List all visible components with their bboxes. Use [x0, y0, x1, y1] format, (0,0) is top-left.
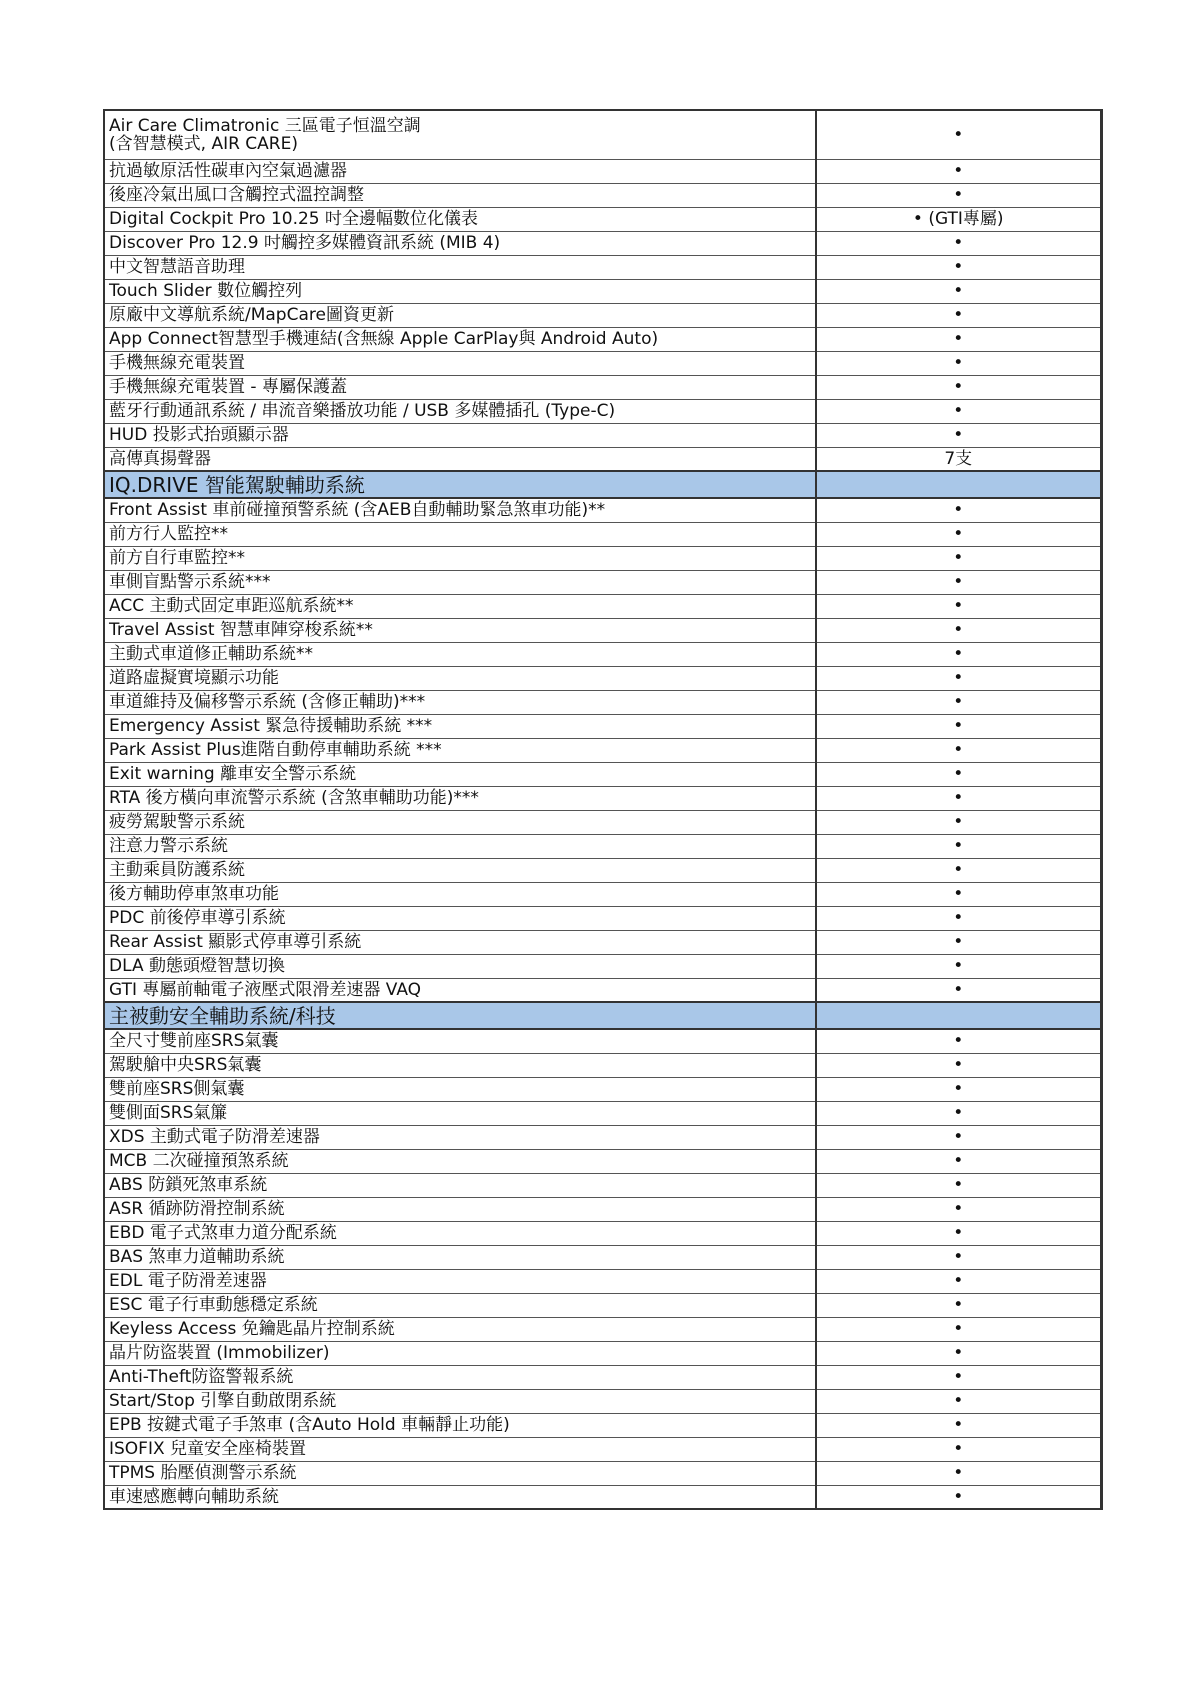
table-row — [104, 231, 1101, 255]
feature-name: 後方輔助停車煞車功能 — [104, 882, 816, 906]
table-row — [104, 1221, 1101, 1245]
feature-name: 原廠中文導航系統/MapCare圖資更新 — [104, 303, 816, 327]
feature-availability: • — [816, 714, 1101, 738]
feature-name: Discover Pro 12.9 吋觸控多媒體資訊系統 (MIB 4) — [104, 231, 816, 255]
feature-name: 抗過敏原活性碳車內空氣過濾器 — [104, 159, 816, 183]
feature-availability: • — [816, 1293, 1101, 1317]
table-row — [104, 834, 1101, 858]
table-row — [104, 423, 1101, 447]
table-row — [104, 1245, 1101, 1269]
feature-name: ESC 電子行車動態穩定系統 — [104, 1293, 816, 1317]
feature-name: 駕駛艙中央SRS氣囊 — [104, 1053, 816, 1077]
table-row — [104, 762, 1101, 786]
feature-availability: • — [816, 1077, 1101, 1101]
feature-availability: • — [816, 1125, 1101, 1149]
feature-name: ACC 主動式固定車距巡航系統** — [104, 594, 816, 618]
feature-name: BAS 煞車力道輔助系統 — [104, 1245, 816, 1269]
feature-availability: • — [816, 159, 1101, 183]
feature-name: MCB 二次碰撞預煞系統 — [104, 1149, 816, 1173]
table-row — [104, 522, 1101, 546]
feature-availability: • — [816, 399, 1101, 423]
feature-name: Front Assist 車前碰撞預警系統 (含AEB自動輔助緊急煞車功能)** — [104, 498, 816, 522]
feature-name: RTA 後方橫向車流警示系統 (含煞車輔助功能)*** — [104, 786, 816, 810]
feature-name: App Connect智慧型手機連結(含無線 Apple CarPlay與 Android Auto) — [104, 327, 816, 351]
feature-name: DLA 動態頭燈智慧切換 — [104, 954, 816, 978]
feature-name: 前方自行車監控** — [104, 546, 816, 570]
table-row — [104, 786, 1101, 810]
feature-availability: • — [816, 279, 1101, 303]
feature-availability: • — [816, 1197, 1101, 1221]
feature-availability: • — [816, 183, 1101, 207]
table-row — [104, 1029, 1101, 1053]
table-row — [104, 1389, 1101, 1413]
table-row — [104, 498, 1101, 522]
feature-name: ABS 防鎖死煞車系統 — [104, 1173, 816, 1197]
feature-availability: • — [816, 570, 1101, 594]
table-row — [104, 570, 1101, 594]
feature-name: 車道維持及偏移警示系統 (含修正輔助)*** — [104, 690, 816, 714]
table-row — [104, 279, 1101, 303]
table-row — [104, 1197, 1101, 1221]
feature-availability: • — [816, 1317, 1101, 1341]
feature-availability: • — [816, 978, 1101, 1002]
table-row — [104, 159, 1101, 183]
feature-name: Digital Cockpit Pro 10.25 吋全邊幅數位化儀表 — [104, 207, 816, 231]
section-value-cell — [816, 471, 1101, 498]
feature-availability: • — [816, 1485, 1101, 1509]
table-row — [104, 1317, 1101, 1341]
table-row — [104, 642, 1101, 666]
feature-availability: • — [816, 1389, 1101, 1413]
table-row — [104, 207, 1101, 231]
feature-name: 全尺寸雙前座SRS氣囊 — [104, 1029, 816, 1053]
table-row — [104, 546, 1101, 570]
feature-name: 疲勞駕駛警示系統 — [104, 810, 816, 834]
feature-availability: • — [816, 1245, 1101, 1269]
feature-availability: • — [816, 1365, 1101, 1389]
spec-table-body — [104, 110, 1101, 1509]
feature-availability: • — [816, 618, 1101, 642]
table-row — [104, 930, 1101, 954]
feature-availability: • — [816, 1221, 1101, 1245]
feature-name: 車速感應轉向輔助系統 — [104, 1485, 816, 1509]
feature-availability: • — [816, 834, 1101, 858]
feature-availability: • — [816, 327, 1101, 351]
table-row — [104, 447, 1101, 471]
feature-name: XDS 主動式電子防滑差速器 — [104, 1125, 816, 1149]
feature-availability: • — [816, 1029, 1101, 1053]
feature-name: 注意力警示系統 — [104, 834, 816, 858]
feature-name: EPB 按鍵式電子手煞車 (含Auto Hold 車輛靜止功能) — [104, 1413, 816, 1437]
feature-name: 後座冷氣出風口含觸控式溫控調整 — [104, 183, 816, 207]
feature-name: 主動乘員防護系統 — [104, 858, 816, 882]
feature-availability: 7支 — [816, 447, 1101, 471]
table-row — [104, 399, 1101, 423]
feature-availability: • — [816, 666, 1101, 690]
table-row — [104, 1485, 1101, 1509]
feature-availability: • — [816, 954, 1101, 978]
section-header-row — [104, 1002, 1101, 1029]
feature-availability: • — [816, 255, 1101, 279]
feature-availability: • — [816, 1269, 1101, 1293]
feature-name: 道路虛擬實境顯示功能 — [104, 666, 816, 690]
section-title: 主被動安全輔助系統/科技 — [104, 1002, 816, 1029]
feature-availability: • — [816, 1101, 1101, 1125]
feature-availability: • — [816, 930, 1101, 954]
table-row — [104, 1173, 1101, 1197]
feature-name: Touch Slider 數位觸控列 — [104, 279, 816, 303]
table-row — [104, 882, 1101, 906]
feature-availability: • — [816, 1461, 1101, 1485]
table-row — [104, 1437, 1101, 1461]
feature-name: PDC 前後停車導引系統 — [104, 906, 816, 930]
feature-name: 主動式車道修正輔助系統** — [104, 642, 816, 666]
feature-name: HUD 投影式抬頭顯示器 — [104, 423, 816, 447]
table-row — [104, 1413, 1101, 1437]
feature-name: ASR 循跡防滑控制系統 — [104, 1197, 816, 1221]
feature-name: Start/Stop 引擎自動啟閉系統 — [104, 1389, 816, 1413]
table-row — [104, 810, 1101, 834]
table-row — [104, 690, 1101, 714]
feature-name: 高傳真揚聲器 — [104, 447, 816, 471]
feature-availability: • — [816, 810, 1101, 834]
section-value-cell — [816, 1002, 1101, 1029]
table-row — [104, 110, 1101, 159]
table-row — [104, 1365, 1101, 1389]
feature-availability: • — [816, 690, 1101, 714]
feature-name: 車側盲點警示系統*** — [104, 570, 816, 594]
feature-availability: • — [816, 1173, 1101, 1197]
feature-name: 藍牙行動通訊系統 / 串流音樂播放功能 / USB 多媒體插孔 (Type-C) — [104, 399, 816, 423]
table-row — [104, 978, 1101, 1002]
feature-name: 晶片防盜裝置 (Immobilizer) — [104, 1341, 816, 1365]
feature-name: TPMS 胎壓偵測警示系統 — [104, 1461, 816, 1485]
table-row — [104, 351, 1101, 375]
table-row — [104, 738, 1101, 762]
feature-name: Keyless Access 免鑰匙晶片控制系統 — [104, 1317, 816, 1341]
feature-availability: • — [816, 1053, 1101, 1077]
feature-name: Air Care Climatronic 三區電子恒溫空調 (含智慧模式, AIR CARE) — [104, 110, 816, 159]
feature-name: Park Assist Plus進階自動停車輔助系統 *** — [104, 738, 816, 762]
table-row — [104, 618, 1101, 642]
feature-availability: • — [816, 546, 1101, 570]
feature-name: 雙側面SRS氣簾 — [104, 1101, 816, 1125]
feature-availability: • — [816, 1413, 1101, 1437]
table-row — [104, 714, 1101, 738]
feature-name: 手機無線充電裝置 - 專屬保護蓋 — [104, 375, 816, 399]
feature-availability: • — [816, 110, 1101, 159]
feature-availability: • — [816, 762, 1101, 786]
table-row — [104, 1125, 1101, 1149]
table-row — [104, 1053, 1101, 1077]
feature-availability: • — [816, 522, 1101, 546]
table-row — [104, 594, 1101, 618]
feature-name: EDL 電子防滑差速器 — [104, 1269, 816, 1293]
table-row — [104, 858, 1101, 882]
table-row — [104, 1269, 1101, 1293]
feature-name: Anti-Theft防盜警報系統 — [104, 1365, 816, 1389]
table-row — [104, 1149, 1101, 1173]
feature-availability: • — [816, 642, 1101, 666]
feature-availability: • — [816, 906, 1101, 930]
table-row — [104, 1293, 1101, 1317]
feature-name: ISOFIX 兒童安全座椅裝置 — [104, 1437, 816, 1461]
table-row — [104, 327, 1101, 351]
feature-name: EBD 電子式煞車力道分配系統 — [104, 1221, 816, 1245]
table-row — [104, 303, 1101, 327]
feature-availability: • — [816, 1149, 1101, 1173]
table-row — [104, 1341, 1101, 1365]
table-row — [104, 375, 1101, 399]
table-row — [104, 1077, 1101, 1101]
feature-name: Rear Assist 顯影式停車導引系統 — [104, 930, 816, 954]
feature-name: GTI 專屬前軸電子液壓式限滑差速器 VAQ — [104, 978, 816, 1002]
table-row — [104, 666, 1101, 690]
feature-availability: • — [816, 786, 1101, 810]
feature-availability: • — [816, 351, 1101, 375]
feature-availability: • — [816, 375, 1101, 399]
feature-availability: • — [816, 498, 1101, 522]
feature-availability: • — [816, 1437, 1101, 1461]
table-row — [104, 906, 1101, 930]
table-row — [104, 1461, 1101, 1485]
feature-availability: • — [816, 858, 1101, 882]
feature-availability: • — [816, 423, 1101, 447]
feature-name: Travel Assist 智慧車陣穿梭系統** — [104, 618, 816, 642]
feature-availability: • — [816, 594, 1101, 618]
feature-name: 手機無線充電裝置 — [104, 351, 816, 375]
feature-availability: • — [816, 303, 1101, 327]
feature-name: Exit warning 離車安全警示系統 — [104, 762, 816, 786]
feature-name: 中文智慧語音助理 — [104, 255, 816, 279]
feature-name: 前方行人監控** — [104, 522, 816, 546]
feature-availability: • (GTI專屬) — [816, 207, 1101, 231]
spec-table — [103, 109, 1103, 1510]
feature-availability: • — [816, 231, 1101, 255]
table-row — [104, 1101, 1101, 1125]
section-header-row — [104, 471, 1101, 498]
feature-availability: • — [816, 1341, 1101, 1365]
table-row — [104, 954, 1101, 978]
feature-name: 雙前座SRS側氣囊 — [104, 1077, 816, 1101]
feature-availability: • — [816, 738, 1101, 762]
feature-availability: • — [816, 882, 1101, 906]
table-row — [104, 255, 1101, 279]
feature-name: Emergency Assist 緊急待援輔助系統 *** — [104, 714, 816, 738]
section-title: IQ.DRIVE 智能駕駛輔助系統 — [104, 471, 816, 498]
table-row — [104, 183, 1101, 207]
